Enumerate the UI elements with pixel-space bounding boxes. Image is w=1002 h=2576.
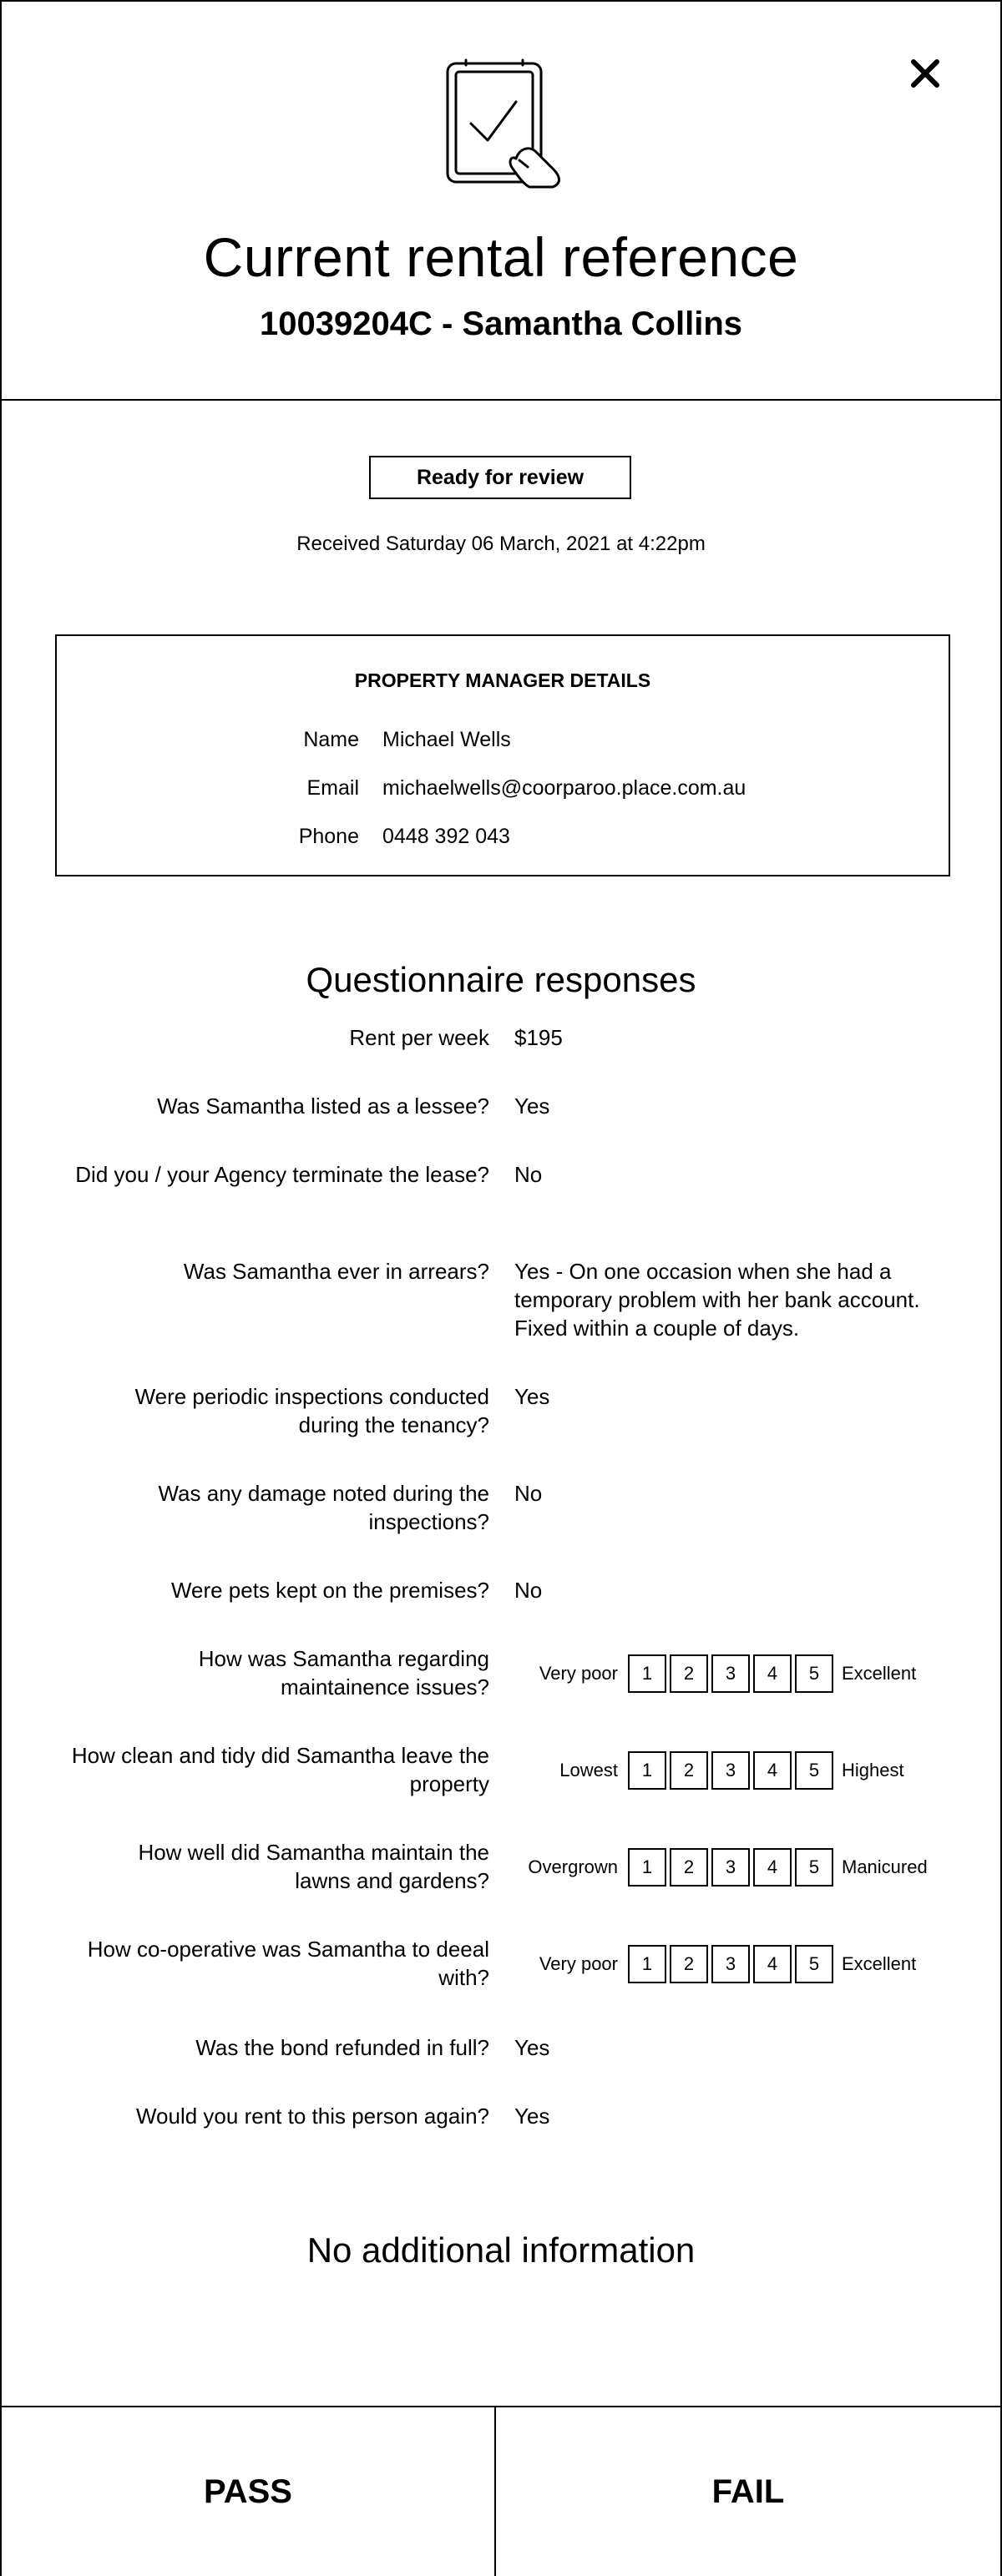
rating-option-5[interactable]: 5 (795, 1848, 833, 1887)
rating-option-3[interactable]: 3 (711, 1654, 750, 1693)
rating-option-1[interactable]: 1 (628, 1654, 666, 1693)
question-text: Did you / your Agency terminate the lease? (75, 1162, 489, 1187)
question-text: Was the bond refunded in full? (195, 2035, 489, 2060)
question-answer: Yes (514, 1094, 550, 1119)
question-answer: Yes (514, 2035, 550, 2060)
pm-name-value: Michael Wells (382, 728, 511, 751)
rating-option-3[interactable]: 3 (711, 1848, 750, 1887)
rating-low-label: Overgrown (528, 1856, 618, 1877)
question-text: Was Samantha ever in arrears? (183, 1259, 489, 1284)
question-answer: Yes (514, 2104, 550, 2129)
close-icon[interactable] (908, 57, 942, 90)
rating-high-label: Excellent (842, 1663, 917, 1684)
rating-low-label: Very poor (539, 1663, 618, 1684)
question-text: How well did Samantha maintain the lawns and gardens? (138, 1840, 489, 1893)
rating-option-4[interactable]: 4 (753, 1945, 792, 1983)
rating-high-label: Manicured (842, 1856, 928, 1877)
rating-scale (2, 1654, 1000, 1693)
pm-field-label: Phone (298, 825, 359, 848)
rating-low-label: Very poor (539, 1953, 618, 1974)
question-text: Were pets kept on the premises? (170, 1578, 489, 1603)
question-answer: No (514, 1481, 543, 1506)
page-header (2, 2, 1000, 401)
rating-option-4[interactable]: 4 (753, 1751, 792, 1790)
pm-heading: PROPERTY MANAGER DETAILS (354, 669, 651, 691)
page-title: Current rental reference (203, 226, 799, 288)
additional-information: No additional information (306, 2230, 696, 2270)
rating-option-1[interactable]: 1 (628, 1848, 666, 1887)
rating-high-label: Highest (842, 1760, 904, 1780)
pm-email-row (57, 776, 949, 805)
rating-option-5[interactable]: 5 (795, 1751, 833, 1790)
property-manager-details (55, 634, 950, 876)
question-answer: No (514, 1578, 543, 1603)
rating-option-1[interactable]: 1 (628, 1945, 666, 1983)
rating-option-5[interactable]: 5 (795, 1945, 833, 1983)
question-text: Was any damage noted during the inspections? (158, 1481, 489, 1534)
question-text: How was Samantha regarding maintainence issues? (198, 1646, 489, 1700)
rating-option-4[interactable]: 4 (753, 1654, 792, 1693)
rating-low-label: Lowest (559, 1760, 618, 1780)
pm-field-label: Name (303, 728, 359, 751)
tablet-checkmark-icon (436, 58, 569, 189)
rating-high-label: Excellent (842, 1953, 917, 1974)
rating-scale (2, 1848, 1000, 1887)
decision-footer (2, 2406, 1000, 2576)
question-text: Would you rent to this person again? (135, 2104, 489, 2129)
fail-button[interactable]: FAIL (496, 2407, 1000, 2576)
question-answer: No (514, 1162, 543, 1187)
rating-option-2[interactable]: 2 (670, 1848, 708, 1887)
rating-option-4[interactable]: 4 (753, 1848, 792, 1887)
question-answer: $195 (514, 1025, 563, 1050)
question-text: How clean and tidy did Samantha leave the property (71, 1743, 489, 1796)
rating-option-2[interactable]: 2 (670, 1654, 708, 1693)
question-text: Were periodic inspections conducted during the tenancy? (134, 1384, 489, 1437)
pm-phone-row (57, 825, 949, 853)
question-answer: Yes - On one occasion when she had a temporary problem with her bank account. Fixed within a couple of days. (514, 1259, 920, 1341)
questionnaire-heading: Questionnaire responses (306, 960, 696, 999)
reference-id-and-applicant: 10039204C - Samantha Collins (259, 306, 743, 342)
pm-phone-value: 0448 392 043 (382, 825, 510, 848)
question-text: How co-operative was Samantha to deeal with? (87, 1937, 489, 1990)
rating-option-5[interactable]: 5 (795, 1654, 833, 1693)
status-badge: Ready for review (369, 456, 631, 499)
pm-name-row (57, 728, 949, 756)
rating-scale (2, 1751, 1000, 1790)
rating-option-3[interactable]: 3 (711, 1945, 750, 1983)
question-answer: Yes (514, 1384, 550, 1409)
rating-option-1[interactable]: 1 (628, 1751, 666, 1790)
pass-button[interactable]: PASS (2, 2407, 496, 2576)
received-timestamp: Received Saturday 06 March, 2021 at 4:22pm (296, 533, 706, 555)
rating-option-2[interactable]: 2 (670, 1945, 708, 1983)
question-text: Rent per week (349, 1025, 489, 1050)
rating-option-3[interactable]: 3 (711, 1751, 750, 1790)
pm-email-value: michaelwells@coorparoo.place.com.au (382, 776, 746, 800)
rating-option-2[interactable]: 2 (670, 1751, 708, 1790)
question-text: Was Samantha listed as a lessee? (157, 1094, 489, 1119)
pm-field-label: Email (306, 776, 359, 800)
rating-scale (2, 1945, 1000, 1983)
